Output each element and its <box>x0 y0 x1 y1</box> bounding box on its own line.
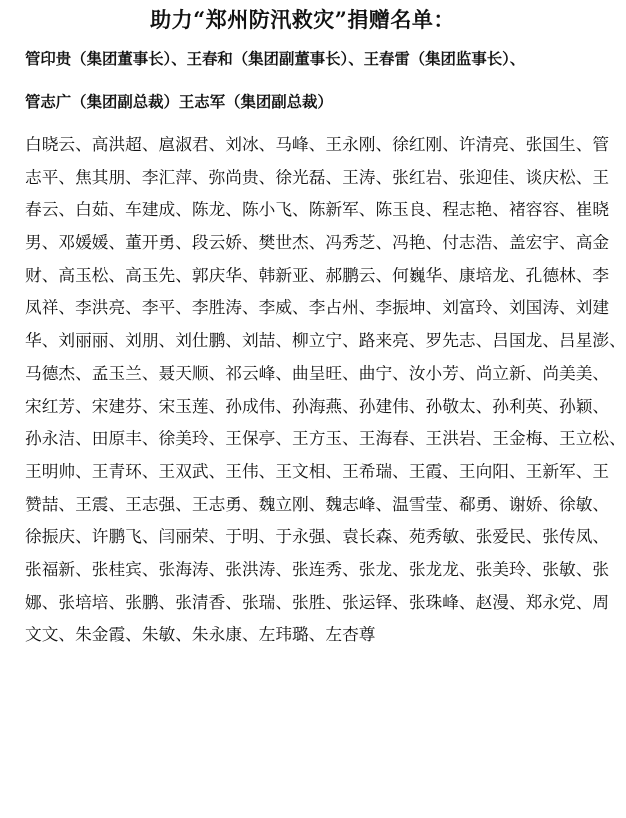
donor-names-line: 孙 永 洁 、 田 原 丰 、 徐 美 玲 、 王 保 亭 、 王 方 玉 、 王 海 春 、 王 洪 岩 、 王 金 梅 、 王 立 松 、 <box>25 428 626 449</box>
donor-names-line: 凤 祥 、 李 洪 亮 、 李 平 、 李 胜 涛 、 李 威 、 李 占 州 、 李 振 坤 、 刘 富 玲 、 刘 国 涛 、 刘 建 <box>25 297 610 318</box>
donor-names-line: 男 、 邓 媛 媛 、 董 开 勇 、 段 云 娇 、 樊 世 杰 、 冯 秀 芝 、 冯 艳 、 付 志 浩 、 盖 宏 宇 、 高 金 <box>25 232 610 253</box>
donor-names-line: 宋 红 芳 、 宋 建 芬 、 宋 玉 莲 、 孙 成 伟 、 孙 海 燕 、 孙 建 伟 、 孙 敬 太 、 孙 利 英 、 孙 颖 、 <box>25 395 610 416</box>
donor-names-line: 张 福 新 、 张 桂 宾 、 张 海 涛 、 张 洪 涛 、 张 连 秀 、 张 龙 、 张 龙 龙 、 张 美 玲 、 张 敏 、 张 <box>25 558 610 579</box>
donor-names-line: 王 明 帅 、 王 青 环 、 王 双 武 、 王 伟 、 王 文 相 、 王 希 瑞 、 王 霞 、 王 向 阳 、 王 新 军 、 王 <box>25 460 610 481</box>
donor-names-line: 娜 、 张 培 培 、 张 鹏 、 张 清 香 、 张 瑞 、 张 胜 、 张 运 铎 、 张 珠 峰 、 赵 漫 、 郑 永 党 、 周 <box>25 591 610 612</box>
leaders-line-2: 管志广（集团副总裁）王志军（集团副总裁） <box>25 93 333 111</box>
donor-names-block <box>25 128 626 651</box>
donor-names-line: 财 、 高 玉 松 、 高 玉 先 、 郭 庆 华 、 韩 新 亚 、 郝 鹏 云 、 何 巍 华 、 康 培 龙 、 孔 德 林 、 李 <box>25 264 610 285</box>
donor-names-line: 春 云 、 白 茹 、 车 建 成 、 陈 龙 、 陈 小 飞 、 陈 新 军 、 陈 玉 良 、 程 志 艳 、 褚 容 容 、 崔 晓 <box>25 199 610 220</box>
leaders-line-1: 管印贵（集团董事长）、王春和（集团副董事长）、王春雷（集团监事长）、 <box>25 50 526 68</box>
donor-names-line: 白 晓 云 、 高 洪 超 、 扈 淑 君 、 刘 冰 、 马 峰 、 王 永 刚 、 徐 红 刚 、 许 清 亮 、 张 国 生 、 管 <box>25 134 610 154</box>
donor-names-line: 文 文 、 朱 金 霞 、 朱 敏 、 朱 永 康 、 左 玮 璐 、 左 杏 尊 <box>25 624 376 645</box>
donor-names-line: 志 平 、 焦 其 朋 、 李 汇 萍 、 弥 尚 贵 、 徐 光 磊 、 王 涛 、 张 红 岩 、 张 迎 佳 、 谈 庆 松 、 王 <box>25 166 610 187</box>
donor-names-line: 马 德 杰 、 孟 玉 兰 、 聂 天 顺 、 祁 云 峰 、 曲 呈 旺 、 曲 宁 、 汝 小 芳 、 尚 立 新 、 尚 美 美 、 <box>25 362 610 383</box>
donor-names-line: 徐 振 庆 、 许 鹏 飞 、 闫 丽 荣 、 于 明 、 于 永 强 、 袁 长 森 、 苑 秀 敏 、 张 爱 民 、 张 传 凤 、 <box>25 526 610 547</box>
donor-names-line: 赞 喆 、 王 震 、 王 志 强 、 王 志 勇 、 魏 立 刚 、 魏 志 峰 、 温 雪 莹 、 郗 勇 、 谢 娇 、 徐 敏 、 <box>25 493 610 514</box>
page-title: 助力“郑州防汛救灾”捐赠名单： <box>150 7 455 32</box>
donor-names-line: 华 、 刘 丽 丽 、 刘 朋 、 刘 仕 鹏 、 刘 喆 、 柳 立 宁 、 路 来 亮 、 罗 先 志 、 吕 国 龙 、 吕 星 澎 、 <box>25 330 626 351</box>
